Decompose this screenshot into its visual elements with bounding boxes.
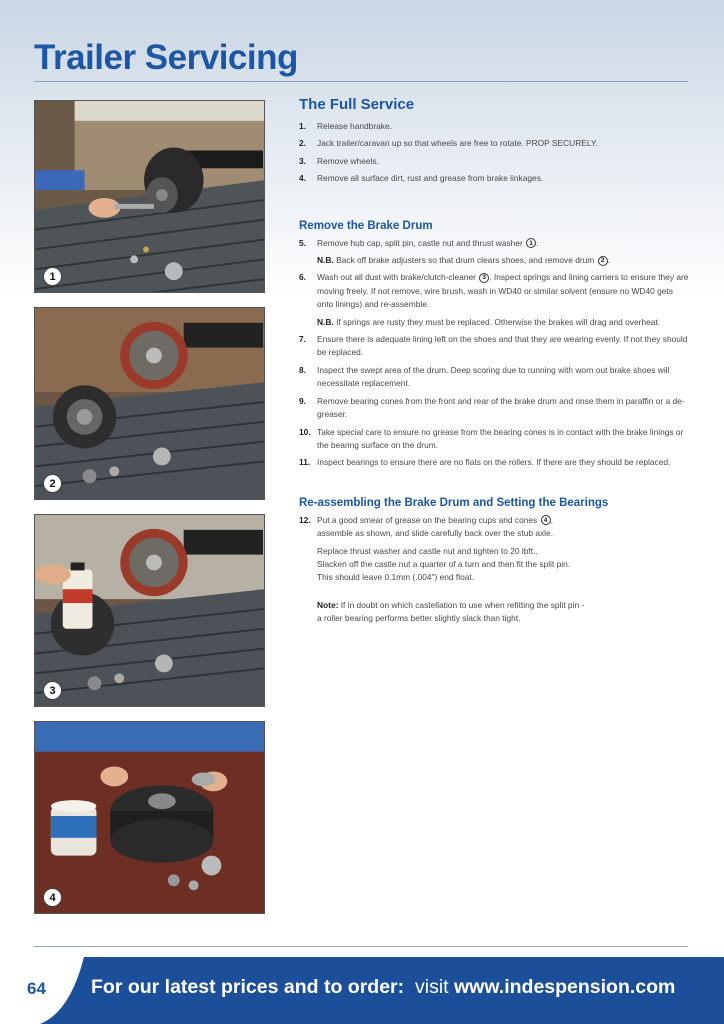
step-text: Inspect bearings to ensure there are no flats on the rollers. If there are they should be replaced. [317,457,671,468]
step-7 [299,333,689,360]
step-number: 11. [299,457,311,468]
step-text: Ensure there is adequate lining left on the shoes and that they are wearing evenly. If not they should be replaced. [317,334,688,358]
footer-website-link[interactable]: www.indespension.com [454,976,676,998]
step-number: 4. [299,173,306,184]
step-4 [299,172,689,185]
step-5: 5. Remove hub cap, split pin, castle nut and thrust washer 1 . [299,237,689,250]
heading-remove-brake-drum: Remove the Brake Drum [299,219,433,232]
photo-ref-icon: 3 [479,273,489,283]
step-text: Remove bearing cones from the front and rear of the brake drum and rinse them in paraffin or a de-greaser. [317,395,685,420]
photo-ref-icon: 4 [541,515,551,525]
step-number: 9. [299,395,306,406]
step-9 [299,395,689,422]
step-number: 12. [299,514,311,525]
step-text: Wash out all dust with brake/clutch-cleaner [317,272,476,283]
page-title: Trailer Servicing [34,38,298,77]
instructions-column [299,96,689,626]
step-number: 2. [299,138,306,149]
nb-springs [299,316,689,329]
reassembly-line: Replace thrust washer and castle nut and tighten to 20 lbft.. [317,545,538,556]
title-divider [34,81,688,82]
photo-number-badge: 2 [43,474,62,493]
step-12 [299,514,689,541]
footer-divider [34,946,688,947]
nb-label: N.B. [317,255,334,266]
photo-brake-drum-removed [34,307,265,500]
nb-text: Back off brake adjusters so that drum clears shoes, and remove drum [336,255,595,266]
step-text: Inspect the swept area of the drum. Deep scoring due to running with worn out brake shoes will necessitate replacement. [317,364,670,389]
footer-banner [0,957,724,1024]
footer-order-text [91,976,675,999]
photo-number-badge: 3 [43,681,62,700]
step-number: 1. [299,121,306,131]
nb-text: If springs are rusty they must be replaced. Otherwise the brakes will drag and overheat. [336,316,661,327]
step-text: Put a good smear of grease on the bearing cups and cones [317,514,538,525]
photo-cleaner-spray [34,514,265,707]
castellation-note [299,599,689,626]
photo-remove-hub-cap [34,100,265,293]
step-number: 8. [299,364,306,375]
reassembly-line: This should leave 0.1mm (.004") end float. [317,572,475,583]
step-number: 3. [299,155,306,166]
step-text: Remove all surface dirt, rust and grease from brake linkages. [317,173,544,184]
photo-greasing-bearings [34,721,265,914]
step-3 [299,155,689,168]
step-10 [299,426,689,453]
nb-label: N.B. [317,316,334,327]
nb-adjusters: N.B. Back off brake adjusters so that drum clears shoes, and remove drum 2 . [317,255,610,266]
step-text: Release handbrake. [317,121,392,131]
reassembly-line: Slacken off the castle nut a quarter of a turn and then fit the split pin. [317,558,571,569]
step-2 [299,137,689,150]
photo-ref-icon: 2 [598,256,608,266]
step-text-continued: assemble as shown, and slide carefully back over the stub axle. [317,528,554,539]
step-text: Remove wheels. [317,155,379,166]
step-11 [299,456,689,469]
note-line-2: a roller bearing performs better slightly slack than tight. [317,613,521,624]
photo-number-badge: 1 [43,267,62,286]
page-number: 64 [27,979,46,998]
step-number: 10. [299,426,311,437]
footer-prompt: For our latest prices and to order: [91,976,405,998]
step-8 [299,364,689,391]
step-1 [299,120,689,133]
step-text: Remove hub cap, split pin, castle nut and thrust washer [317,237,523,248]
step-text: Jack trailer/caravan up so that wheels are free to rotate. PROP SECURELY. [317,138,598,149]
step-number: 5. [299,237,306,248]
step-6 [299,271,689,311]
note-line-1: If in doubt on which castellation to use when refitting the split pin - [340,599,585,610]
footer-visit: visit [414,976,449,998]
heading-full-service: The Full Service [299,96,415,113]
photo-number-badge: 4 [43,888,62,907]
step-number: 7. [299,334,306,345]
step-number: 6. [299,272,306,283]
step-text-comma: , [550,514,553,525]
photo-ref-icon: 1 [526,238,536,248]
note-label: Note: [317,599,339,610]
heading-reassembling: Re-assembling the Brake Drum and Setting the Bearings [299,496,609,509]
step-text-continued: . Inspect springs and lining carriers to ensure they are moving freely. If not remove, wire brush, wash in WD40 or similar solvent (ensure no WD40 gets onto linings) and re-assemble. [317,272,689,310]
step-text: Take special care to ensure no grease from the bearing cones is in contact with the brake linings or the bearing surface on the drum. [317,426,684,450]
